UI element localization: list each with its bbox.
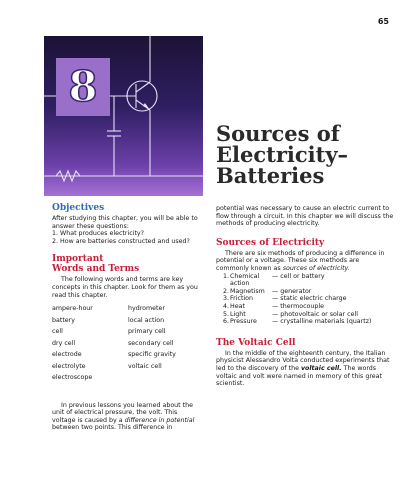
source-item: 3. Friction — static electric charge	[223, 295, 347, 303]
term: ampere-hour	[52, 305, 93, 313]
term: local action	[128, 316, 165, 324]
chapter-title-line: Batteries	[216, 163, 325, 188]
objective-item: 2. How are batteries constructed and used?	[52, 237, 190, 245]
chapter-title-line: Sources of	[216, 121, 340, 146]
chapter-number: 8	[68, 62, 98, 111]
voltaic-heading: The Voltaic Cell	[216, 337, 296, 348]
term: dry cell	[52, 339, 76, 347]
terms-intro: The following words and terms are key concepts in this chapter. Look for them as you read this chapter.	[52, 276, 198, 299]
source-item: 1. Chemical action — cell or battery	[223, 272, 325, 288]
objective-item: 1. What produces electricity?	[52, 230, 144, 238]
term: specific gravity	[128, 351, 176, 359]
source-item: 6. Pressure — crystalline materials (quartz)	[223, 318, 372, 326]
voltaic-paragraph: In the middle of the eighteenth century, the Italian physicist Alessandro Volta conducted experiments that led to the discovery of the voltaic cell. The words voltaic and volt were named in memory of this great scientist.	[216, 349, 390, 388]
term: hydrometer	[128, 305, 165, 313]
term: electrode	[52, 351, 82, 359]
objectives-intro: After studying this chapter, you will be able to answer these questions:	[52, 215, 198, 230]
intro-paragraph: In previous lessons you learned about the unit of electrical pressure, the volt. This voltage is caused by a difference in potential between two points. This difference in	[52, 401, 195, 432]
sources-list	[216, 273, 394, 326]
chapter-title-line: Electricity–	[216, 142, 349, 167]
term: battery	[52, 316, 75, 324]
right-intro-paragraph: potential was necessary to cause an electric current to flow through a circuit. In this chapter we will discuss the methods of producing electricity.	[216, 205, 394, 228]
term: electroscope	[52, 374, 93, 382]
terms-heading: Important Words and Terms	[52, 254, 140, 275]
term: secondary cell	[128, 339, 174, 347]
terms-list	[52, 305, 202, 382]
right-column	[216, 205, 394, 388]
objectives-heading: Objectives	[52, 203, 105, 213]
page-number: 65	[377, 17, 389, 26]
term: cell	[52, 328, 63, 336]
term: primary cell	[128, 328, 166, 336]
sources-paragraph: There are six methods of producing a difference in potential or a voltage. These six methods are commonly known as sources of electricity.	[216, 249, 385, 272]
sources-heading: Sources of Electricity	[216, 237, 325, 248]
term: voltaic cell	[128, 362, 162, 370]
chapter-illustration	[44, 36, 203, 196]
source-item: 5. Light — photovoltaic or solar cell	[223, 310, 358, 318]
source-item: 4. Heat — thermocouple	[223, 302, 325, 310]
source-item: 2. Magnetism — generator	[223, 287, 312, 295]
chapter-title	[216, 123, 386, 186]
term: electrolyte	[52, 362, 86, 370]
left-column	[52, 203, 202, 432]
objectives-list	[52, 230, 202, 245]
